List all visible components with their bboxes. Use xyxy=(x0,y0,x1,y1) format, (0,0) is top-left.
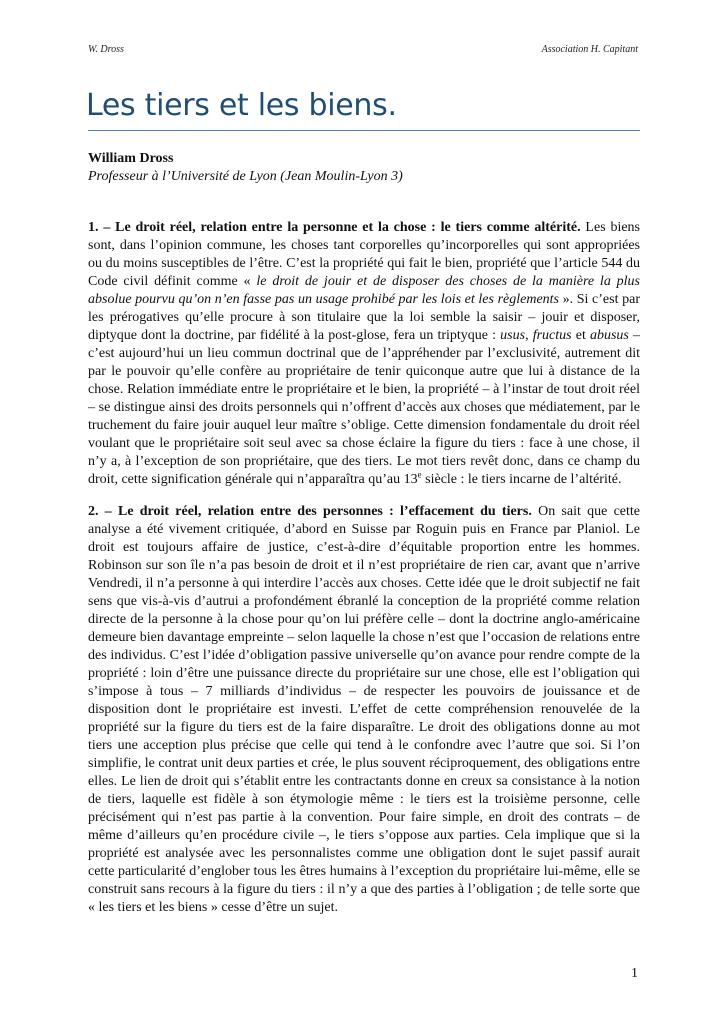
page-number: 1 xyxy=(631,966,638,981)
section-2-paragraph xyxy=(88,503,640,917)
header-author: W. Dross xyxy=(88,44,124,55)
term-usus: usus xyxy=(500,328,526,343)
header-association: Association H. Capitant xyxy=(541,44,638,55)
title-divider xyxy=(88,130,640,131)
section-1-text: siècle : le tiers incarne de l’altérité. xyxy=(421,472,622,487)
section-2-text: On sait que cette analyse a été vivement critiquée, d’abord en Suisse par Roguin puis en France par Planiol. Le droit est toujours affaire de justice, c’est-à-dire d’équitable proportion entre les hommes. Robinson sur son île n’a pas besoin de droit et il n’est propriétaire de rien car, avant que n’arrive Vendredi, il n’a personne à qui interdire l’accès aux choses. Cette idée que le droit subjectif ne fait sens que vis-à-vis d’autrui a profondément ébranlé la conception de la propriété comme relation directe de la personne à la chose pour qu’on lui préfère celle – dont la doctrine anglo-américaine demeure bien davantage empreinte – selon laquelle la chose n’est que l’occasion de relations entre des individus. C’est l’idée d’obligation passive universelle qu’on avance pour rendre compte de la propriété : loin d’être une puissance directe du propriétaire sur une chose, elle est l’obligation qui s’impose à tous – 7 milliards d’individus – de respecter les pouvoirs de jouissance et de disposition dont le propriétaire est investi. L’effet de cette compréhension renouvelée de la propriété sur la figure du tiers est de la faire disparaître. Le droit des obligations donne au mot tiers une acception plus précise que celle qui tend à le confondre avec l’autre que soi. Si l’on simplifie, le contrat unit deux parties et crée, le plus souvent réciproquement, des obligations entre elles. Le lien de droit qui s’établit entre les contractants donne en creux sa consistance à la notion de tiers, laquelle est fidèle à son étymologie même : le tiers est la troisième personne, celle précisément qui n’est pas partie à la convention. Pour faire simple, en droit des contrats – de même d’ailleurs qu’en procédure civile –, le tiers s’oppose aux parties. Cela implique que si la propriété est analysée avec les personnalistes comme une obligation dont le sujet passif aurait cette particularité d’englober tous les êtres humains à l’exception du propriétaire lui-même, elle se construit sans recours à la figure du tiers : il n’y a que des parties à l’obligation ; de telle sorte que « les tiers et les biens » cesse d’être un sujet. xyxy=(88,504,640,915)
section-1-text: Les biens sont, dans l’opinion commune, les choses tant corporelles qu’incorporelles qui sont appropriées ou du moins susceptibles de l’être. C’est la propriété qui fait le bien, propriété que l’article 544 du Code civil définit comme « xyxy=(88,220,641,289)
section-1-text: – c’est aujourd’hui un lieu commun doctrinal que de l’appréhender par l’exclusivité, autrement dit par le pouvoir qu’elle confère au propriétaire de tenir quiconque autre que lui à distance de la chose. Relation immédiate entre le propriétaire et le bien, la propriété – à l’instar de tout droit réel – se distingue ainsi des droits personnels qui n’offrent d’accès aux choses que médiatement, par le truchement du faire jouir auquel leur maître s’oblige. Cette dimension fondamentale du droit réel voulant que le propriétaire soit seul avec sa chose éclaire la figure du tiers : face à une chose, il n’y a, à l’exception de son propriétaire, que des tiers. Le mot tiers revêt donc, dans ce champ du droit, cette signification générale qui n’apparaîtra qu’au 13 xyxy=(88,328,641,487)
section-1-text: , xyxy=(525,328,533,343)
term-fructus: fructus xyxy=(532,328,572,343)
section-1-quote: le droit de jouir et de disposer des choses de la manière la plus absolue pourvu qu’on n’en fasse pas un usage prohibé par les lois et les règlements xyxy=(88,274,640,307)
term-abusus: abusus xyxy=(589,328,629,343)
section-1-text: et xyxy=(571,328,590,343)
section-1-paragraph xyxy=(88,219,640,489)
author-affiliation: Professeur à l’Université de Lyon (Jean Moulin-Lyon 3) xyxy=(88,169,403,184)
century-superscript: e xyxy=(417,469,422,480)
author-name: William Dross xyxy=(88,151,174,166)
section-1-heading: 1. – Le droit réel, relation entre la personne et la chose : le tiers comme altérité. xyxy=(88,220,581,235)
section-2-heading: 2. – Le droit réel, relation entre des personnes : l’effacement du tiers. xyxy=(88,504,532,519)
page-title: Les tiers et les biens. xyxy=(86,88,397,123)
section-1-text: ». Si c’est par les prérogatives qu’elle procure à son titulaire que la loi semble la saisir – jouir et disposer, diptyque dont la doctrine, par fidélité à la post-glose, fera un triptyque : xyxy=(88,292,640,343)
author-block xyxy=(88,150,640,186)
